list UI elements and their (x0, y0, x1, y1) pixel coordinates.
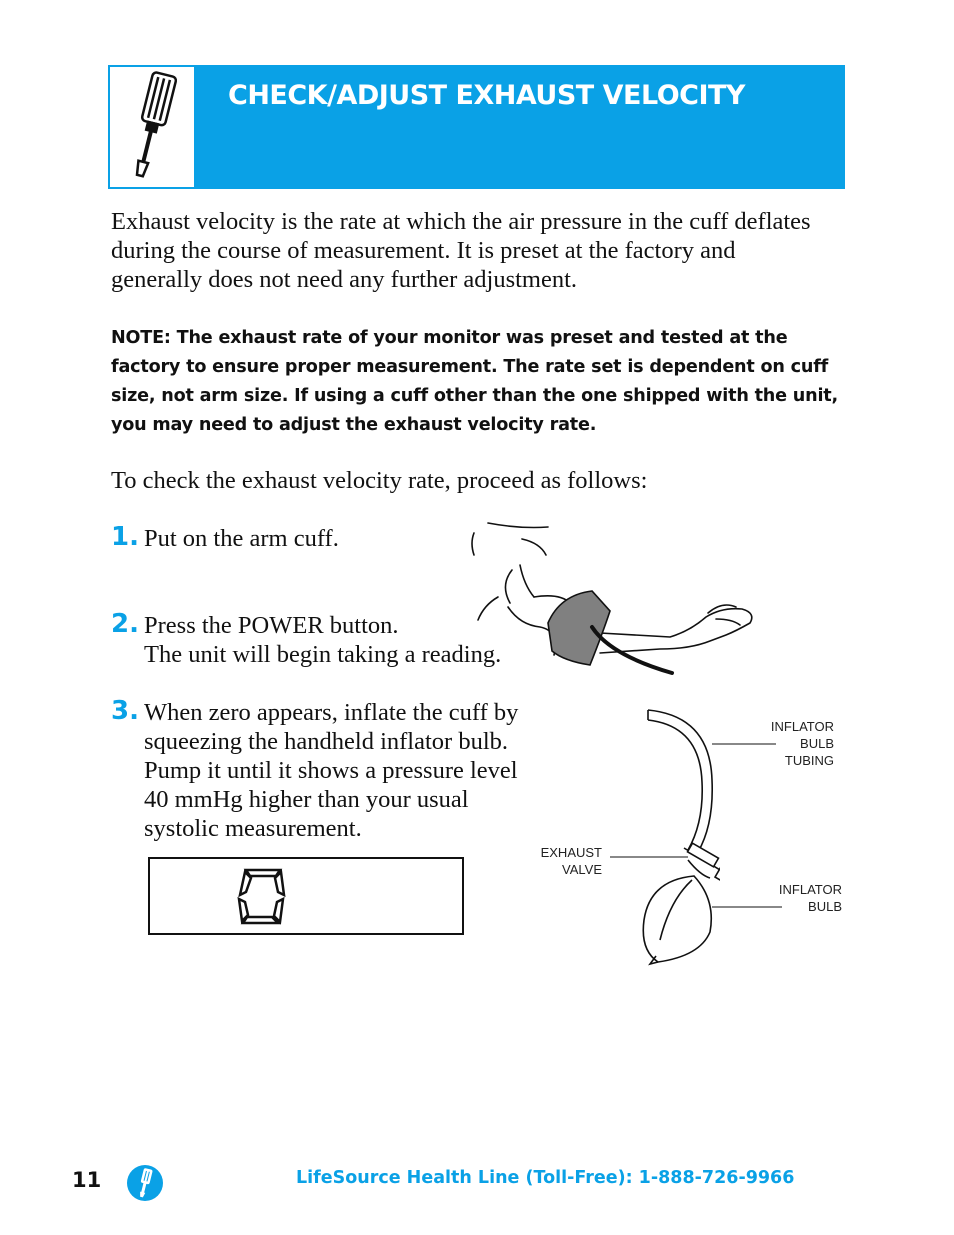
label-line: TUBING (784, 753, 834, 768)
step-line: When zero appears, inflate the cuff by (144, 699, 519, 726)
helpline-text: LifeSource Health Line (Toll-Free): 1-888-726-9966 (296, 1168, 795, 1188)
intro-paragraph: Exhaust velocity is the rate at which the air pressure in the cuff deflates during the course of measurement. It is preset at the factory and generally does not need any further adjustment. (111, 208, 811, 293)
step-number: 2. (111, 609, 139, 639)
step-number: 1. (111, 522, 139, 552)
step-1 (111, 522, 139, 552)
step-line: 40 mmHg higher than your usual (144, 786, 469, 813)
step-3-text (144, 698, 518, 843)
label-line: INFLATOR (770, 719, 834, 734)
step-2-text (144, 611, 501, 669)
arm-cuff (548, 591, 610, 665)
label-line: INFLATOR (778, 882, 842, 897)
step-2 (111, 609, 139, 639)
label-line: EXHAUST (540, 845, 602, 860)
label-exhaust-valve (530, 844, 602, 878)
label-line: VALVE (562, 862, 602, 877)
lcd-display (148, 857, 464, 935)
step-1-text (144, 524, 339, 553)
step-line: squeezing the handheld inflator bulb. (144, 728, 508, 755)
lcd-digit (150, 859, 462, 933)
step-line: The unit will begin taking a reading. (144, 641, 502, 668)
banner-icon-box (108, 65, 196, 189)
step-line: Put on the arm cuff. (144, 525, 339, 552)
step-line: systolic measurement. (144, 815, 362, 842)
step-3 (111, 696, 139, 726)
steps-intro: To check the exhaust velocity rate, proceed as follows: (111, 467, 648, 494)
screwdriver-icon (126, 1164, 164, 1202)
label-line: BULB (800, 736, 834, 751)
note-paragraph: NOTE: The exhaust rate of your monitor was preset and tested at the factory to ensure proper measurement. The rate set is dependent on cuff size, not arm size. If using a cuff other than the one shipped with the unit, you may need to adjust the exhaust velocity rate. (111, 328, 838, 435)
label-inflator-bulb (766, 881, 842, 915)
step-number: 3. (111, 696, 139, 726)
page-number: 11 (72, 1168, 102, 1192)
arm-cuff-illustration (460, 515, 760, 680)
step-line: Pump it until it shows a pressure level (144, 757, 518, 784)
page-title: CHECK/ADJUST EXHAUST VELOCITY (228, 80, 745, 111)
screwdriver-icon (110, 67, 194, 187)
label-line: BULB (808, 899, 842, 914)
label-inflator-bulb-tubing (760, 718, 834, 769)
step-line: Press the POWER button. (144, 612, 399, 639)
